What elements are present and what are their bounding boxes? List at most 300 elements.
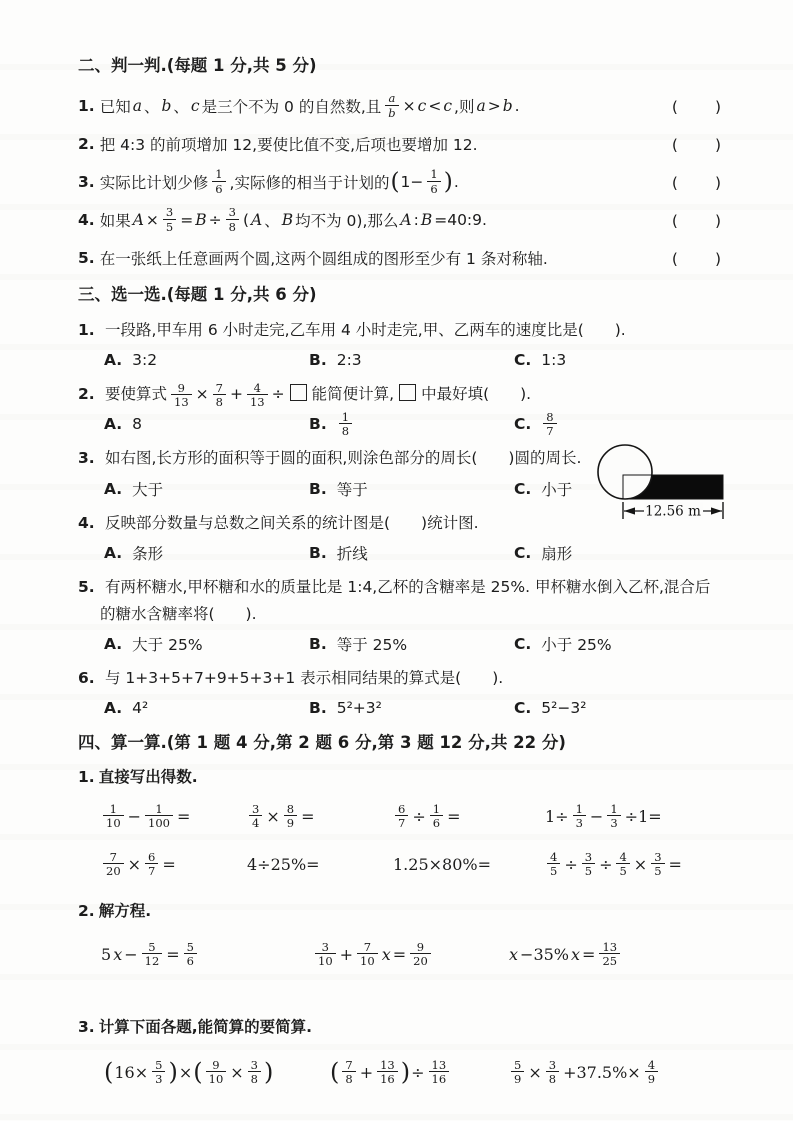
math-text: 大于 xyxy=(132,480,164,499)
fraction xyxy=(342,1059,355,1085)
fraction xyxy=(547,851,560,877)
fraction-numerator: 7 xyxy=(363,940,372,955)
circle-shape xyxy=(598,445,652,499)
math-text: = xyxy=(180,210,194,229)
fraction xyxy=(248,1059,261,1085)
option-letter: C. xyxy=(514,543,532,562)
fraction-denominator: 7 xyxy=(395,815,408,829)
big-paren: ( xyxy=(330,1058,340,1087)
math-expression xyxy=(392,851,544,877)
judge-question xyxy=(78,240,723,275)
option-letter: A. xyxy=(104,543,123,562)
fraction-denominator: 6 xyxy=(184,953,197,967)
option-letter: B. xyxy=(309,351,327,370)
math-text: 5 xyxy=(101,944,112,964)
fraction-numerator: 6 xyxy=(398,802,406,816)
choice-options-row xyxy=(104,347,723,373)
answer-parens: ( ) xyxy=(671,135,723,154)
math-text: × xyxy=(145,210,159,229)
fraction-numerator: 3 xyxy=(548,1058,557,1073)
fraction-denominator: 8 xyxy=(248,1071,261,1085)
choice-question-stem xyxy=(78,665,723,692)
fraction-denominator: 12 xyxy=(142,953,163,967)
section-choice xyxy=(78,281,723,721)
choice-option xyxy=(514,351,567,369)
math-expression xyxy=(508,941,723,967)
judge-question xyxy=(78,202,723,237)
big-paren: ) xyxy=(443,167,453,195)
fraction xyxy=(410,941,431,967)
fraction-denominator: 6 xyxy=(430,815,443,829)
question-number: 1. xyxy=(78,768,95,786)
big-paren: ) xyxy=(168,1058,178,1087)
math-text: ÷ xyxy=(271,385,285,404)
fraction-denominator: 10 xyxy=(103,815,124,829)
choice-option xyxy=(514,699,587,717)
fraction xyxy=(377,1059,398,1085)
calc-row xyxy=(78,1059,723,1085)
choice-option xyxy=(514,411,560,437)
fraction-numerator: 3 xyxy=(321,940,329,955)
math-text: 、 xyxy=(173,97,189,116)
math-expression xyxy=(104,1059,330,1085)
fraction-denominator: 16 xyxy=(429,1071,450,1085)
math-text: × xyxy=(528,1062,542,1082)
fraction-denominator: 3 xyxy=(607,815,620,829)
math-text: ,则 xyxy=(454,97,475,116)
choice-question xyxy=(78,574,723,657)
section-judge-title: 二、判一判.(每题 1 分,共 5 分) xyxy=(78,56,317,75)
fraction-numerator: 3 xyxy=(250,1058,258,1073)
fraction xyxy=(213,382,226,408)
fraction-denominator: 10 xyxy=(357,953,378,967)
choice-options-row xyxy=(104,411,723,437)
choice-option xyxy=(309,633,514,655)
fraction-denominator: 6 xyxy=(427,181,440,195)
answer-parens: ( ) xyxy=(671,97,723,116)
fraction xyxy=(357,941,378,967)
math-text: 有两杯糖水,甲杯糖和水的质量比是 1:4,乙杯的含糖率是 25%. 甲杯糖水倒入乙杯,混合后的糖水含糖率将( ). xyxy=(100,577,711,623)
math-text: − xyxy=(124,944,138,964)
judge-question xyxy=(78,88,723,123)
math-text: 扇形 xyxy=(541,544,573,563)
fraction-denominator: 5 xyxy=(616,863,629,877)
question-number: 1. xyxy=(78,96,95,115)
fraction xyxy=(645,1059,658,1085)
fraction xyxy=(152,1059,165,1085)
calc-part xyxy=(78,765,723,877)
fraction xyxy=(249,803,262,829)
fraction-denominator: 13 xyxy=(171,394,192,408)
choice-option xyxy=(309,411,514,437)
math-text: × xyxy=(633,854,648,874)
answer-parens: ( ) xyxy=(671,211,723,230)
blank-box xyxy=(399,384,416,401)
fraction xyxy=(651,851,664,877)
fraction-numerator: 3 xyxy=(165,205,174,220)
fraction-numerator: 6 xyxy=(148,850,156,865)
calc-row xyxy=(78,851,723,877)
fraction-numerator: 5 xyxy=(186,940,194,955)
fraction-numerator: 3 xyxy=(654,850,662,865)
fraction xyxy=(582,851,595,877)
fraction xyxy=(427,168,440,194)
fraction xyxy=(385,92,398,118)
fraction-denominator: 20 xyxy=(103,863,124,877)
choice-option xyxy=(104,699,309,717)
choice-option xyxy=(514,542,573,564)
question-number: 2. xyxy=(78,902,95,921)
option-letter: B. xyxy=(309,634,327,653)
judge-question-content xyxy=(78,92,521,118)
math-text: 5²−3² xyxy=(541,699,587,717)
math-text: 如右图,长方形的面积等于圆的面积,则涂色部分的周长( )圆的周长. xyxy=(105,449,582,468)
section-calc-title: 四、算一算.(第 1 题 4 分,第 2 题 6 分,第 3 题 12 分,共 22 分) xyxy=(78,733,566,752)
fraction xyxy=(184,941,197,967)
math-text: 、 xyxy=(264,211,280,230)
fraction xyxy=(429,1059,450,1085)
math-expression xyxy=(246,851,392,877)
fraction-numerator: 9 xyxy=(416,940,425,955)
fraction-denominator: 9 xyxy=(511,1071,524,1085)
judge-question-content xyxy=(78,247,549,269)
math-variable: b xyxy=(161,96,172,115)
option-letter: A. xyxy=(104,479,123,498)
math-text: 折线 xyxy=(336,544,368,563)
fraction-numerator: 13 xyxy=(380,1058,395,1073)
fraction-denominator: 25 xyxy=(599,953,620,967)
fraction-numerator: 4 xyxy=(647,1058,656,1073)
math-text: = xyxy=(162,854,176,874)
calc-part-list xyxy=(78,765,723,1086)
fraction-numerator: 9 xyxy=(177,380,185,395)
fraction-numerator: 5 xyxy=(148,940,156,955)
choice-question xyxy=(78,381,723,437)
math-text: 要使算式 xyxy=(105,385,168,404)
fraction-denominator: 5 xyxy=(582,863,595,877)
fraction-numerator: 3 xyxy=(584,850,593,865)
question-number: 4. xyxy=(78,210,95,229)
math-variable: x xyxy=(381,944,391,964)
choice-options-row xyxy=(104,695,723,721)
judge-question xyxy=(78,164,723,199)
math-variable: a xyxy=(476,96,486,115)
fraction-numerator: 13 xyxy=(602,940,618,955)
fraction-denominator: 100 xyxy=(145,815,173,829)
fraction-numerator: 3 xyxy=(252,802,260,816)
math-expression xyxy=(544,803,723,829)
math-text: + xyxy=(339,944,354,964)
fraction-numerator: 7 xyxy=(109,850,117,865)
math-text: ,实际修的相当于计划的 xyxy=(229,173,390,192)
calc-part-header xyxy=(78,1015,723,1037)
math-text: 均不为 0),那么 xyxy=(295,211,399,230)
fraction-numerator: 1 xyxy=(109,802,117,816)
math-text: 小于 xyxy=(541,480,573,499)
fraction xyxy=(573,803,586,829)
fraction-denominator: 3 xyxy=(573,815,586,829)
fraction-numerator: 13 xyxy=(431,1058,447,1073)
math-variable: x xyxy=(571,944,581,964)
fraction-denominator: 10 xyxy=(206,1071,227,1085)
math-text: ÷ xyxy=(599,854,613,874)
math-variable: c xyxy=(417,96,427,115)
judge-question-content xyxy=(78,168,460,194)
fraction xyxy=(145,851,158,877)
calc-part-title: 解方程. xyxy=(98,902,152,921)
blank-box xyxy=(290,384,307,401)
math-text: 8 xyxy=(132,415,143,434)
fraction xyxy=(546,1059,559,1085)
big-paren: ( xyxy=(104,1058,114,1087)
fraction-numerator: a xyxy=(388,91,396,106)
math-text: × xyxy=(266,806,280,826)
question-number: 1. xyxy=(78,321,95,339)
choice-question-list xyxy=(78,317,723,721)
fraction xyxy=(163,206,176,232)
fraction-denominator: 6 xyxy=(212,181,225,195)
fraction-denominator: 9 xyxy=(645,1071,658,1085)
math-text: +37.5%× xyxy=(563,1062,641,1082)
math-text: 1.25×80%= xyxy=(393,854,491,874)
fraction xyxy=(315,941,336,967)
question-number: 2. xyxy=(78,385,95,404)
math-variable: a xyxy=(132,96,142,115)
question-number: 3. xyxy=(78,1018,95,1037)
math-text: 把 4:3 的前项增加 12,要使比值不变,后项也要增加 12. xyxy=(99,135,478,154)
option-letter: B. xyxy=(309,699,327,717)
fraction-denominator: 5 xyxy=(547,863,560,877)
math-text: = xyxy=(177,806,191,826)
fraction-numerator: 1 xyxy=(575,802,583,816)
fraction-numerator: 4 xyxy=(253,380,261,395)
choice-option xyxy=(309,699,514,717)
fraction-numerator: 1 xyxy=(610,802,618,816)
fraction-denominator: 10 xyxy=(315,953,336,967)
fraction-denominator: 9 xyxy=(284,815,297,829)
fraction xyxy=(543,411,556,437)
math-text: −35% xyxy=(520,944,569,964)
choice-option xyxy=(104,542,309,564)
math-text: 16× xyxy=(114,1062,149,1082)
option-letter: B. xyxy=(309,415,327,434)
math-variable: B xyxy=(281,210,294,229)
math-text: 等于 25% xyxy=(336,635,408,654)
big-paren: ) xyxy=(264,1058,274,1087)
math-text: × xyxy=(402,96,416,115)
math-text: 一段路,甲车用 6 小时走完,乙车用 4 小时走完,甲、乙两车的速度比是( ). xyxy=(105,321,626,339)
fraction-numerator: 9 xyxy=(212,1058,220,1073)
question-number: 4. xyxy=(78,513,95,532)
math-variable: x xyxy=(113,944,123,964)
math-text: 小于 25% xyxy=(541,635,612,654)
math-expression xyxy=(544,851,723,877)
math-expression xyxy=(330,1059,508,1085)
math-text: 中最好填( ). xyxy=(421,385,532,404)
fraction-numerator: 1 xyxy=(155,802,163,816)
math-text: =40:9. xyxy=(434,210,487,229)
math-text: = xyxy=(447,806,461,826)
math-text: > xyxy=(487,96,501,115)
option-letter: C. xyxy=(514,351,532,370)
choice-option xyxy=(514,633,613,655)
choice-question-stem xyxy=(78,381,723,408)
fraction-denominator: 8 xyxy=(546,1071,559,1085)
judge-question xyxy=(78,126,723,161)
math-text: × xyxy=(230,1062,244,1082)
fraction-numerator: 1 xyxy=(432,802,441,816)
math-text: − xyxy=(127,806,142,826)
math-text: 如果 xyxy=(99,211,131,230)
option-letter: C. xyxy=(514,634,532,653)
math-variable: c xyxy=(443,96,453,115)
math-expression xyxy=(246,803,392,829)
calc-part-title: 直接写出得数. xyxy=(98,768,198,786)
math-text: 1− xyxy=(400,172,424,191)
math-variable: B xyxy=(420,210,433,229)
fraction-numerator: 1 xyxy=(430,167,438,182)
math-expression xyxy=(100,941,312,967)
fraction-denominator: 5 xyxy=(651,863,664,877)
option-letter: C. xyxy=(514,699,532,717)
math-text: 反映部分数量与总数之间关系的统计图是( )统计图. xyxy=(105,513,479,532)
fraction-numerator: 1 xyxy=(215,167,223,182)
option-letter: A. xyxy=(104,699,123,717)
calc-row xyxy=(78,803,723,829)
fraction xyxy=(395,803,408,829)
math-text: 4² xyxy=(132,699,149,717)
fraction-denominator: b xyxy=(385,105,398,119)
math-text: ÷ xyxy=(412,806,426,826)
math-expression xyxy=(392,803,544,829)
choice-options-row xyxy=(104,540,723,566)
math-text: ÷1= xyxy=(624,806,662,826)
fraction xyxy=(339,411,352,437)
math-text: 等于 xyxy=(336,480,368,499)
fraction-denominator: 7 xyxy=(543,423,556,437)
math-variable: b xyxy=(502,96,513,115)
fraction-numerator: 1 xyxy=(341,410,350,425)
math-text: ÷ xyxy=(564,854,578,874)
math-text: ÷ xyxy=(208,210,222,229)
fraction-numerator: 3 xyxy=(228,205,236,220)
math-text: 大于 25% xyxy=(132,635,203,654)
fraction xyxy=(212,168,225,194)
choice-option xyxy=(309,351,514,369)
choice-option xyxy=(104,415,309,433)
math-text: 是三个不为 0 的自然数,且 xyxy=(201,97,382,116)
math-text: 在一张纸上任意画两个圆,这两个圆组成的图形至少有 1 条对称轴. xyxy=(99,249,548,268)
calc-part xyxy=(78,1015,723,1085)
calc-part-header xyxy=(78,899,723,921)
answer-parens: ( ) xyxy=(671,173,723,192)
calc-row xyxy=(78,941,723,967)
fraction-numerator: 5 xyxy=(514,1058,522,1073)
option-letter: A. xyxy=(104,634,123,653)
judge-question-list xyxy=(78,88,723,275)
math-expression xyxy=(100,851,246,877)
math-text: − xyxy=(589,806,604,826)
math-text: ÷ xyxy=(411,1062,425,1082)
math-variable: x xyxy=(509,944,519,964)
choice-question xyxy=(78,317,723,373)
fraction xyxy=(142,941,163,967)
choice-question-stem xyxy=(78,510,723,537)
option-letter: A. xyxy=(104,351,123,370)
math-text: 能简便计算, xyxy=(311,385,395,404)
math-variable: B xyxy=(195,210,207,229)
math-text: × xyxy=(195,385,209,404)
choice-option xyxy=(514,478,573,500)
fraction-denominator: 20 xyxy=(410,953,431,967)
option-letter: B. xyxy=(309,543,327,562)
fraction xyxy=(226,206,239,232)
fraction xyxy=(616,851,629,877)
math-variable: A xyxy=(251,210,263,229)
fraction-numerator: 4 xyxy=(550,850,558,865)
calc-part-header xyxy=(78,765,723,787)
fraction-denominator: 3 xyxy=(152,1071,165,1085)
math-text: = xyxy=(392,944,407,964)
question-number: 3. xyxy=(78,449,95,468)
big-paren: ( xyxy=(193,1058,203,1087)
fraction xyxy=(599,941,620,967)
math-text: = xyxy=(668,854,682,874)
fraction xyxy=(103,803,124,829)
choice-question xyxy=(78,665,723,721)
judge-question-content xyxy=(78,206,488,232)
math-text: . xyxy=(514,96,520,115)
math-text: 条形 xyxy=(132,544,164,563)
fraction-denominator: 8 xyxy=(339,423,352,437)
fraction-denominator: 5 xyxy=(163,219,176,233)
math-text: + xyxy=(359,1062,374,1082)
math-text: . xyxy=(453,172,459,191)
question-number: 6. xyxy=(78,668,95,687)
math-text: : xyxy=(413,210,419,229)
choice-option xyxy=(104,351,309,369)
fraction-numerator: 7 xyxy=(215,380,223,395)
option-letter: C. xyxy=(514,415,532,434)
choice-options-row xyxy=(104,631,723,657)
fraction xyxy=(145,803,173,829)
math-text: 1:3 xyxy=(541,351,567,370)
math-variable: A xyxy=(400,210,412,229)
fraction xyxy=(430,803,443,829)
fraction xyxy=(607,803,620,829)
math-text: × xyxy=(178,1062,193,1082)
choice-option xyxy=(104,633,309,655)
option-letter: A. xyxy=(104,415,123,434)
fraction-numerator: 8 xyxy=(286,802,295,816)
math-text: = xyxy=(582,944,596,964)
math-text: 与 1+3+5+7+9+5+3+1 表示相同结果的算式是( ). xyxy=(105,668,504,687)
math-expression xyxy=(312,941,508,967)
math-expression xyxy=(508,1059,723,1085)
fraction-denominator: 8 xyxy=(342,1071,355,1085)
math-variable: A xyxy=(132,210,144,229)
math-text: 实际比计划少修 xyxy=(99,173,209,192)
option-letter: C. xyxy=(514,479,532,498)
math-text: + xyxy=(229,385,243,404)
question-number: 2. xyxy=(78,134,95,153)
math-text: < xyxy=(428,96,442,115)
math-text: 2:3 xyxy=(336,351,362,370)
fraction-numerator: 4 xyxy=(619,850,627,865)
fraction-denominator: 4 xyxy=(249,815,262,829)
fraction-numerator: 8 xyxy=(546,410,554,425)
option-letter: B. xyxy=(309,479,327,498)
